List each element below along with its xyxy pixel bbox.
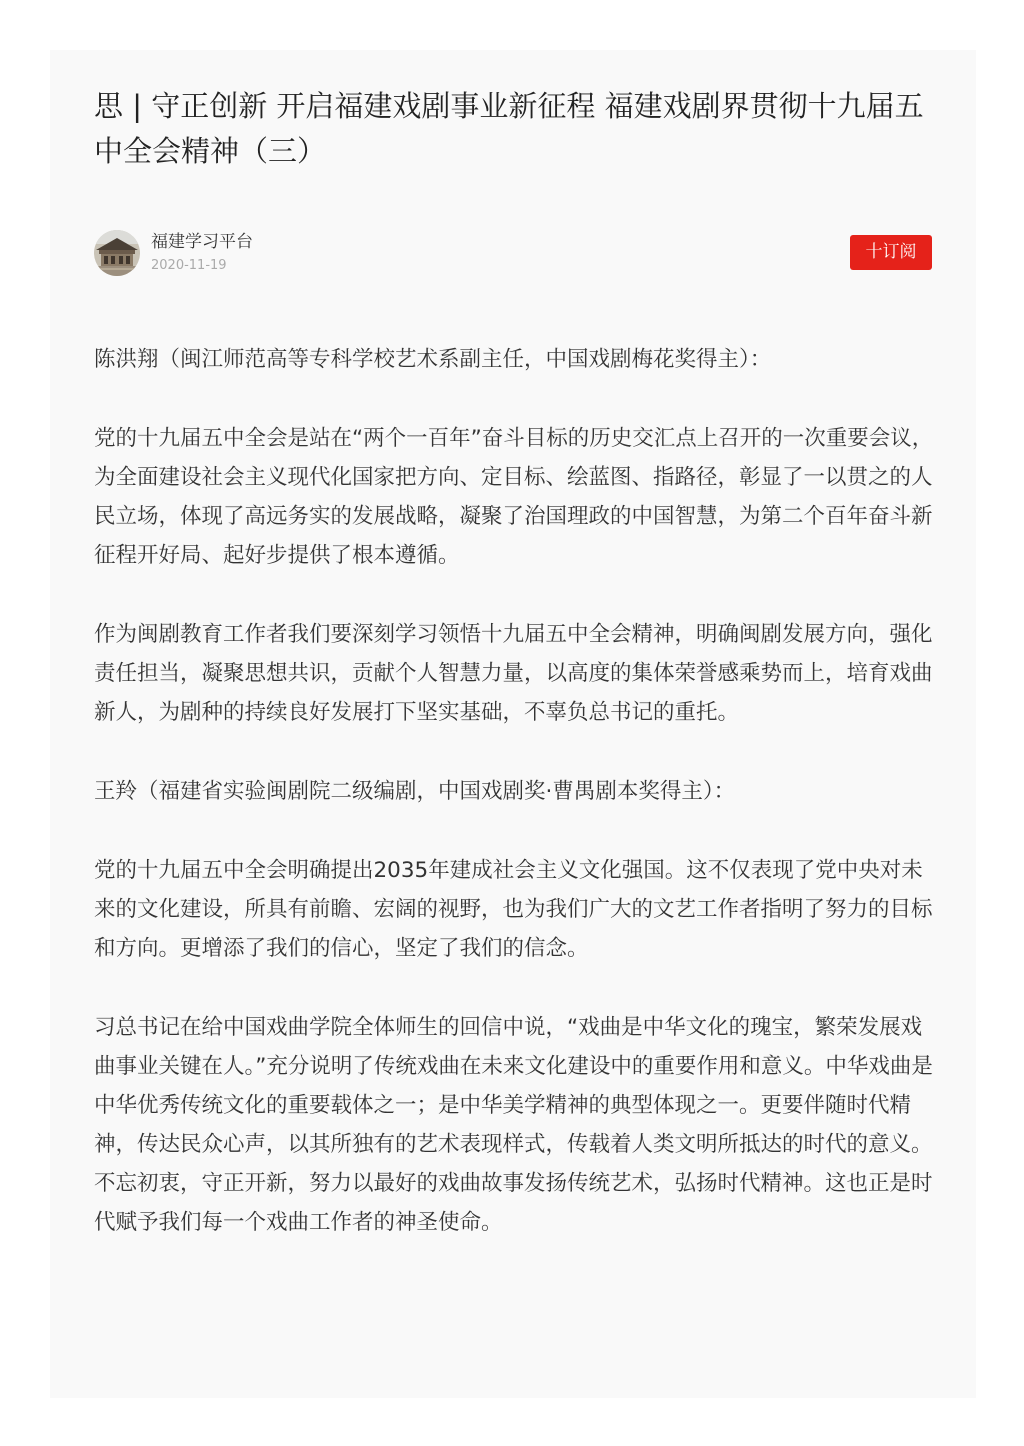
subscribe-button[interactable]: 十订阅	[850, 235, 932, 270]
paragraph: 习总书记在给中国戏曲学院全体师生的回信中说，“戏曲是中华文化的瑰宝，繁荣发展戏曲事业关键在人。”充分说明了传统戏曲在未来文化建设中的重要作用和意义。中华戏曲是中华优秀传统文化的重要载体之一；是中华美学精神的典型体现之一。更要伴随时代精神，传达民众心声，以其所独有的艺术表现样式，传载着人类文明所抵达的时代的意义。不忘初衷，守正开新，努力以最好的戏曲故事发扬传统艺术，弘扬时代精神。这也正是时代赋予我们每一个戏曲工作者的神圣使命。	[94, 1015, 933, 1235]
paragraph: 作为闽剧教育工作者我们要深刻学习领悟十九届五中全会精神，明确闽剧发展方向，强化责任担当，凝聚思想共识，贡献个人智慧力量，以高度的集体荣誉感乘势而上，培育戏曲新人，为剧种的持续良好发展打下坚实基础，不辜负总书记的重托。	[94, 622, 933, 725]
paragraph: 党的十九届五中全会是站在“两个一百年”奋斗目标的历史交汇点上召开的一次重要会议，为全面建设社会主义现代化国家把方向、定目标、绘蓝图、指路径，彰显了一以贯之的人民立场，体现了高远务实的发展战略，凝聚了治国理政的中国智慧，为第二个百年奋斗新征程开好局、起好步提供了根本遵循。	[94, 426, 934, 568]
author-row	[94, 228, 932, 278]
article-title: 思 | 守正创新 开启福建戏剧事业新征程 福建戏剧界贯彻十九届五中全会精神（三）	[94, 89, 924, 168]
publish-date: 2020-11-19	[151, 258, 227, 273]
author-avatar[interactable]	[94, 230, 140, 276]
article-card	[50, 50, 976, 1398]
paragraph: 王羚（福建省实验闽剧院二级编剧，中国戏剧奖·曹禺剧本奖得主）：	[94, 779, 736, 804]
paragraph: 陈洪翔（闽江师范高等专科学校艺术系副主任，中国戏剧梅花奖得主）：	[94, 347, 772, 372]
building-photo-icon	[94, 230, 140, 276]
paragraph: 党的十九届五中全会明确提出2035年建成社会主义文化强国。这不仅表现了党中央对未来的文化建设，所具有前瞻、宏阔的视野，也为我们广大的文艺工作者指明了努力的目标和方向。更增添了我们的信心，坚定了我们的信念。	[94, 858, 933, 961]
article-body	[94, 340, 934, 1282]
author-name[interactable]: 福建学习平台	[151, 232, 253, 252]
